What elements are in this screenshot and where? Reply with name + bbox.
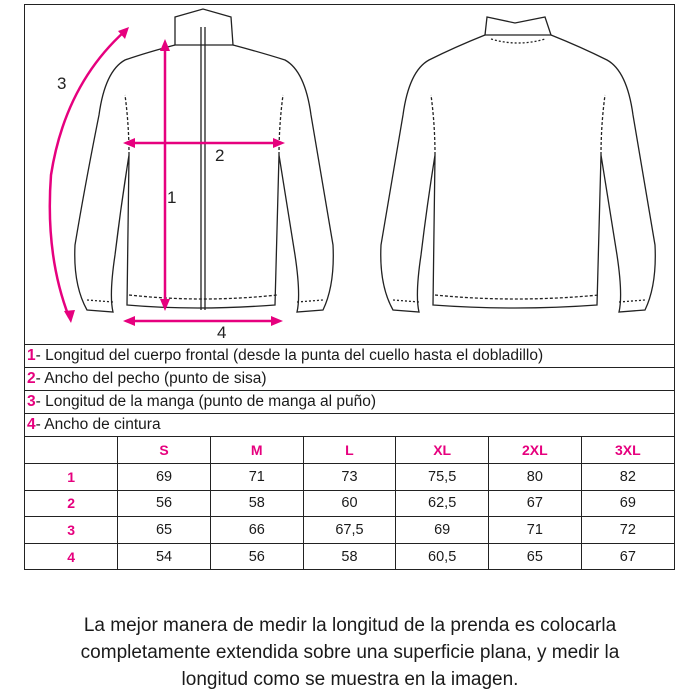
description-row-3 <box>25 390 674 413</box>
table-cell: 67 <box>489 490 582 517</box>
table-cell: 60 <box>303 490 396 517</box>
table-header-cell: XL <box>396 437 489 464</box>
table-cell: 71 <box>489 517 582 544</box>
description-text: - Ancho del pecho (punto de sisa) <box>35 370 267 387</box>
table-header-cell <box>25 437 118 464</box>
description-number: 2 <box>27 370 36 387</box>
table-cell: 62,5 <box>396 490 489 517</box>
table-row <box>25 544 674 570</box>
table-cell: 82 <box>581 463 674 490</box>
table-header-cell: 3XL <box>581 437 674 464</box>
description-text: - Longitud del cuerpo frontal (desde la punta del cuello hasta el dobladillo) <box>35 347 544 364</box>
description-row-4 <box>25 413 674 436</box>
table-header-row <box>25 437 674 464</box>
table-cell: 66 <box>210 517 303 544</box>
footnote-line: La mejor manera de medir la longitud de la prenda es colocarla <box>83 615 617 636</box>
table-cell: 67 <box>581 544 674 570</box>
table-row <box>25 490 674 517</box>
label-3: 3 <box>57 74 67 93</box>
table-row-label: 4 <box>25 544 118 570</box>
label-1: 1 <box>167 188 177 207</box>
jacket-drawing <box>25 5 674 344</box>
description-row-1 <box>25 344 674 367</box>
table-row-label: 3 <box>25 517 118 544</box>
table-cell: 60,5 <box>396 544 489 570</box>
measurement-footnote <box>0 612 700 693</box>
table-cell: 65 <box>489 544 582 570</box>
table-row-label: 1 <box>25 463 118 490</box>
table-header-cell: L <box>303 437 396 464</box>
table-cell: 69 <box>118 463 211 490</box>
table-cell: 69 <box>581 490 674 517</box>
table-header-cell: M <box>210 437 303 464</box>
table-cell: 54 <box>118 544 211 570</box>
label-4: 4 <box>217 323 227 342</box>
table-cell: 80 <box>489 463 582 490</box>
label-2: 2 <box>215 146 225 165</box>
description-number: 3 <box>27 393 36 410</box>
jacket-back <box>381 17 656 312</box>
jacket-illustration <box>25 5 674 344</box>
description-number: 4 <box>27 416 36 433</box>
table-cell: 73 <box>303 463 396 490</box>
table-cell: 58 <box>210 490 303 517</box>
table-header-cell: 2XL <box>489 437 582 464</box>
description-row-2 <box>25 367 674 390</box>
table-header-cell: S <box>118 437 211 464</box>
measurement-arrows <box>50 27 285 326</box>
footnote-line: completamente extendida sobre una superficie plana, y medir la <box>80 642 620 663</box>
size-guide-frame <box>24 4 675 570</box>
table-row <box>25 517 674 544</box>
table-cell: 69 <box>396 517 489 544</box>
table-cell: 65 <box>118 517 211 544</box>
table-row <box>25 463 674 490</box>
table-cell: 56 <box>118 490 211 517</box>
table-cell: 56 <box>210 544 303 570</box>
description-text: - Longitud de la manga (punto de manga al puño) <box>35 393 377 410</box>
footnote-line: longitud como se muestra en la imagen. <box>181 669 519 690</box>
size-table <box>25 436 674 570</box>
table-cell: 67,5 <box>303 517 396 544</box>
table-cell: 75,5 <box>396 463 489 490</box>
table-cell: 58 <box>303 544 396 570</box>
table-cell: 71 <box>210 463 303 490</box>
description-text: - Ancho de cintura <box>35 416 161 433</box>
table-row-label: 2 <box>25 490 118 517</box>
table-cell: 72 <box>581 517 674 544</box>
description-number: 1 <box>27 347 36 364</box>
jacket-front <box>75 9 334 312</box>
